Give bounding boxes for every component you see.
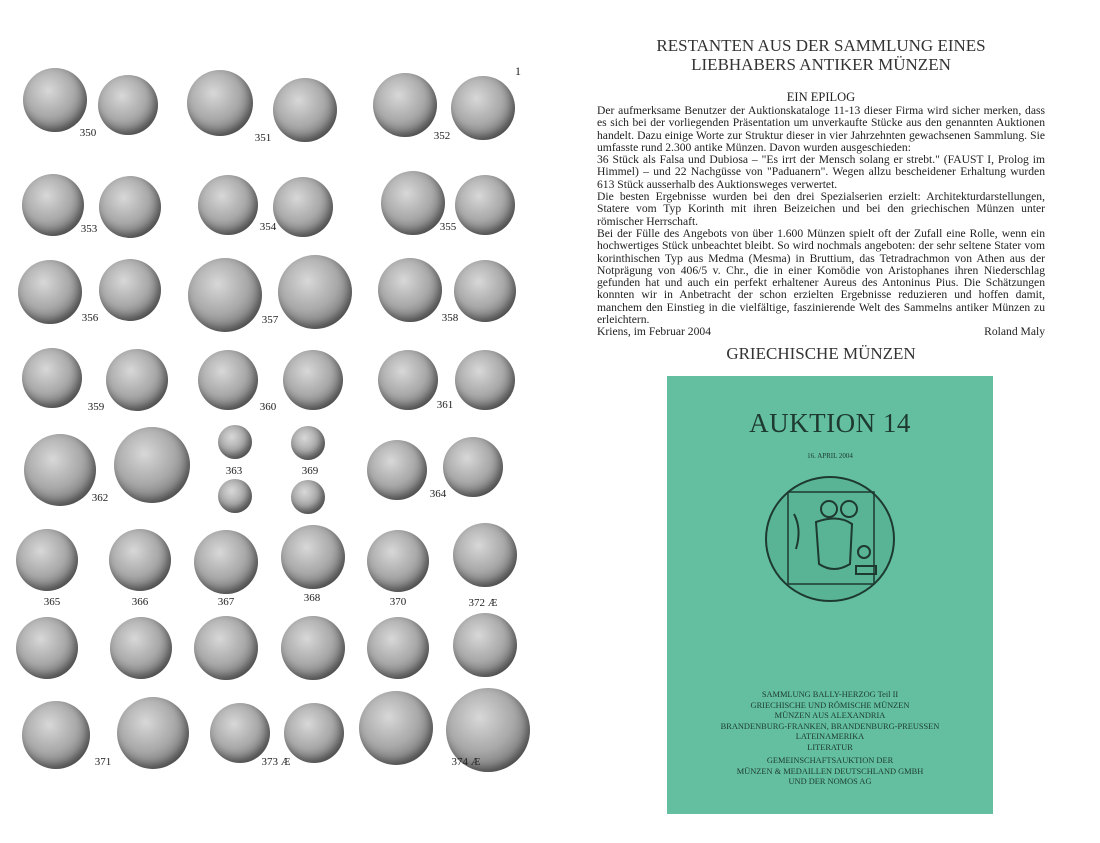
coin-image: [24, 434, 96, 506]
coin-image: [198, 175, 258, 235]
lot-number: 352: [433, 130, 451, 142]
owl-coin-illustration: [764, 474, 896, 604]
coin-image: [281, 525, 345, 589]
lot-number: 350: [79, 127, 97, 139]
paragraph: 36 Stück als Falsa und Dubiosa – "Es irrt der Mensch solang er strebt." (FAUST I, Prolog im Himmel) – und 22 Nachgüsse von "Paduanern". Wegen allzu bescheidener Erhaltung wurden 613 Stück ausserhalb des Auktionsweges verwertet.: [597, 153, 1045, 191]
coin-image: [273, 78, 337, 142]
signature-line: [597, 326, 1045, 338]
lot-number: 359: [87, 401, 105, 413]
paragraph: Bei der Fülle des Angebots von über 1.600 Münzen spielt oft der Zufall eine Rolle, wenn ein hochwertiges Stück unbeachtet bleibt. So wird nochmals angeboten: der sehr seltene Stater vom korinthischen Typ aus Medma (Mesma) in Bruttium, das Tetradrachmon von Athen aus der Notprägung von 406/5 v. Chr., die in einer Komödie von Aristophanes ihren Niederschlag gefunden hat und auch ein perfekt erhaltener Aureus des Antoninus Pius. Die Schätzungen konnten wir in Anbetracht der schon erzielten Ergebnisse reduzieren und hoffen damit, manchem den Einstieg in die vielfältige, faszinierende Welt des Sammelns antiker Münzen zu erleichtern.: [597, 226, 1045, 327]
coin-image: [98, 75, 158, 135]
coin-image: [99, 176, 161, 238]
lot-number: 357: [261, 314, 279, 326]
coin-image: [22, 701, 90, 769]
lot-number: 365: [43, 596, 61, 608]
lot-number: 356: [81, 312, 99, 324]
lot-number: 368: [303, 592, 321, 604]
coin-image: [291, 426, 325, 460]
coin-image: [278, 255, 352, 329]
lot-number: 367: [217, 596, 235, 608]
lot-number: 372 Æ: [468, 597, 498, 609]
coin-image: [22, 348, 82, 408]
coin-image: [367, 440, 427, 500]
cover-line: LATEINAMERIKA: [795, 732, 865, 742]
coin-image: [451, 76, 515, 140]
title-line: RESTANTEN AUS DER SAMMLUNG EINES: [656, 36, 986, 55]
coin-image: [194, 616, 258, 680]
coin-image: [16, 617, 78, 679]
coin-image: [218, 425, 252, 459]
coin-image: [99, 259, 161, 321]
lot-number: 371: [94, 756, 112, 768]
coin-image: [218, 479, 252, 513]
cover-publisher: [667, 756, 993, 788]
coin-image: [359, 691, 433, 765]
coin-image: [455, 175, 515, 235]
section-title: GRIECHISCHE MÜNZEN: [726, 344, 916, 363]
page-number: 1: [515, 64, 521, 78]
catalog-cover: [667, 376, 993, 814]
coin-image: [455, 350, 515, 410]
lot-number: 370: [389, 596, 407, 608]
coin-image: [106, 349, 168, 411]
lot-number: 360: [259, 401, 277, 413]
paragraph: Die besten Ergebnisse wurden bei den drei Spezialserien erzielt: Architekturdarstellungen, Statere vom Typ Korinth mit ihren Beizeichen und bei den griechischen Münzen unter römischer Herrschaft.: [597, 190, 1045, 228]
coin-image: [18, 260, 82, 324]
coin-image: [109, 529, 171, 591]
paragraph: Der aufmerksame Benutzer der Auktionskataloge 11-13 dieser Firma wird sicher merken, dass es sich bei der vorliegenden Präsentation um unverkaufte Stücke aus den genannten Auktionen handelt. Dazu einige Worte zur Struktur dieser in vier Jahrzehnten gewachsenen Sammlung. Sie umfasste rund 2.300 antike Münzen. Davon wurden ausgeschieden:: [597, 104, 1045, 154]
title-line: LIEBHABERS ANTIKER MÜNZEN: [691, 55, 951, 74]
coin-image: [194, 530, 258, 594]
coin-image: [381, 171, 445, 235]
cover-line: MÜNZEN & MEDAILLEN DEUTSCHLAND GMBH: [736, 766, 924, 776]
coin-image: [114, 427, 190, 503]
coin-image: [453, 613, 517, 677]
lot-number: 362: [91, 492, 109, 504]
coin-image: [210, 703, 270, 763]
lot-number: 354: [259, 221, 277, 233]
subtitle: EIN EPILOG: [786, 90, 856, 104]
page-title: [597, 36, 1045, 74]
lot-number: 355: [439, 221, 457, 233]
lot-number: 363: [225, 465, 243, 477]
coin-image: [284, 703, 344, 763]
place-date: Kriens, im Februar 2004: [597, 325, 711, 339]
cover-line: BRANDENBURG-FRANKEN, BRANDENBURG-PREUSSEN: [720, 721, 940, 731]
cover-date: 16. APRIL 2004: [807, 452, 853, 460]
coin-image: [283, 350, 343, 410]
lot-number: 361: [436, 399, 454, 411]
lot-number: 374 Æ: [451, 756, 481, 768]
coin-image: [117, 697, 189, 769]
cover-line: GEMEINSCHAFTSAUKTION DER: [766, 756, 894, 765]
coin-image: [443, 437, 503, 497]
lot-number: 373 Æ: [261, 756, 291, 768]
coin-image: [188, 258, 262, 332]
lot-number: 369: [301, 465, 319, 477]
signature: Roland Maly: [984, 325, 1045, 339]
cover-line: LITERATUR: [807, 742, 853, 752]
cover-line: GRIECHISCHE UND RÖMISCHE MÜNZEN: [750, 700, 910, 710]
cover-contents: [667, 690, 993, 754]
coin-image: [291, 480, 325, 514]
coin-image: [22, 174, 84, 236]
coin-image: [110, 617, 172, 679]
lot-number: 351: [254, 132, 272, 144]
lot-number: 364: [429, 488, 447, 500]
coin-image: [367, 617, 429, 679]
coin-image: [23, 68, 87, 132]
cover-line: SAMMLUNG BALLY-HERZOG Teil II: [761, 690, 899, 699]
coin-image: [187, 70, 253, 136]
cover-line: UND DER NOMOS AG: [788, 777, 872, 787]
epilog-text: [597, 105, 1045, 339]
lot-number: 353: [80, 223, 98, 235]
coin-image: [281, 616, 345, 680]
coin-image: [378, 258, 442, 322]
coin-image: [373, 73, 437, 137]
coin-image: [378, 350, 438, 410]
cover-title: AUKTION 14: [749, 408, 911, 438]
coin-image: [198, 350, 258, 410]
cover-line: MÜNZEN AUS ALEXANDRIA: [774, 711, 886, 721]
coin-image: [273, 177, 333, 237]
coin-image: [367, 530, 429, 592]
lot-number: 358: [441, 312, 459, 324]
coin-image: [454, 260, 516, 322]
coin-image: [16, 529, 78, 591]
lot-number: 366: [131, 596, 149, 608]
coin-image: [453, 523, 517, 587]
